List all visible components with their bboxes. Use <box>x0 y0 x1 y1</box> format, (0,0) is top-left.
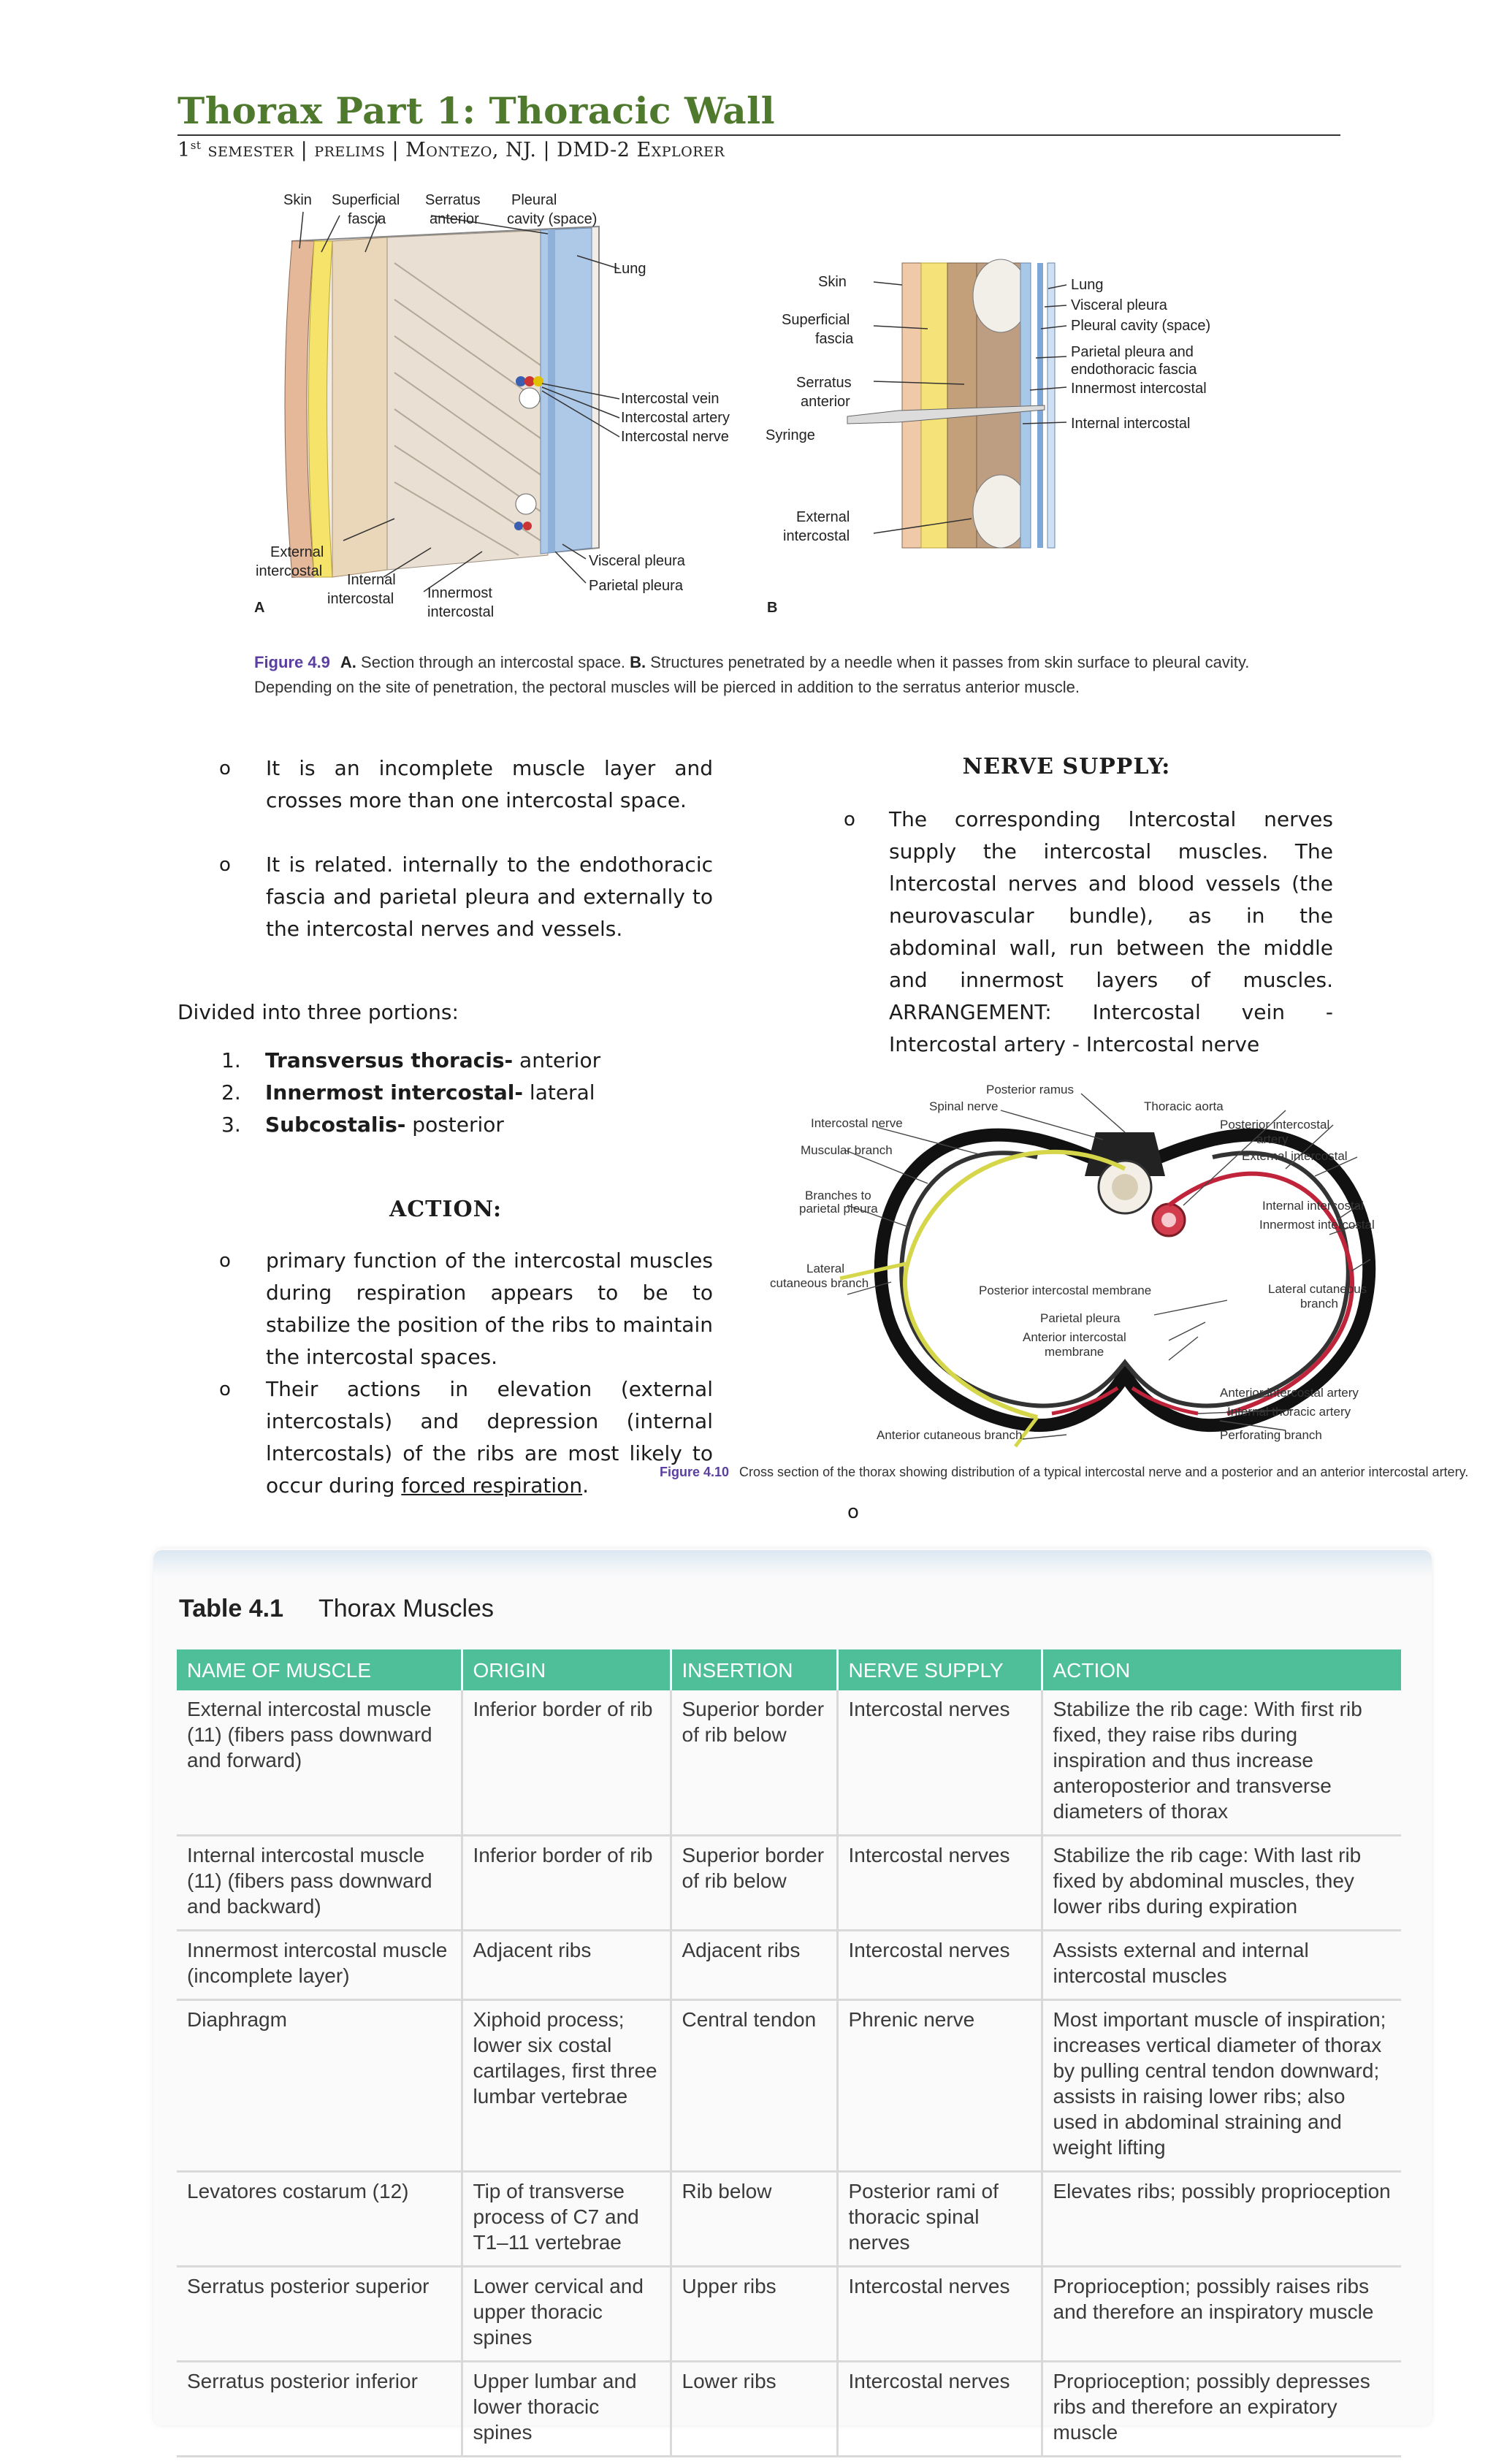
portion-name: Innermost intercostal- <box>265 1080 524 1105</box>
label-visceral-a: Visceral pleura <box>589 553 685 569</box>
label-panel-a: A <box>254 600 265 616</box>
label-internal-a: Internal <box>347 572 396 588</box>
label-skin-a: Skin <box>283 192 312 208</box>
figure-4-9-caption <box>254 650 1262 700</box>
title-rule <box>178 134 1340 136</box>
portion-item <box>221 1045 600 1077</box>
subtitle-sup: st <box>190 139 202 152</box>
portion-item <box>221 1109 600 1141</box>
label-parietal-pleura: Parietal pleura <box>1040 1311 1121 1325</box>
cell-muscle: Serratus posterior inferior <box>177 2362 462 2457</box>
table-title-text: Thorax Muscles <box>318 1595 494 1622</box>
header-origin: ORIGIN <box>462 1649 671 1690</box>
figure-4-10 <box>760 1081 1496 1461</box>
label-anterior-b: anterior <box>801 394 850 410</box>
label-superficial-a: Superficial <box>332 192 400 208</box>
bullet-marker: o <box>219 1378 231 1400</box>
nerve-supply-text: The corresponding lntercostal nerves supply the intercostal muscles. The lntercostal nerves and blood vessels (the neurovascular bundle), as in the abdominal wall, run between the middle and innermost layers of muscles. ARRANGEMENT: Intercostal vein - Intercostal artery - Intercostal nerve <box>889 807 1333 1056</box>
caption-a: A. <box>340 653 356 671</box>
table-header-row <box>177 1649 1401 1690</box>
bullet-text-incomplete-layer: It is an incomplete muscle layer and crosses more than one intercostal space. <box>266 756 713 812</box>
nerve-supply-heading: NERVE SUPPLY: <box>962 754 1171 779</box>
label-lateral2: cutaneous branch <box>770 1276 869 1290</box>
label-panel-b: B <box>767 600 778 616</box>
cell-action: Assists external and internal intercostal muscles <box>1042 1931 1401 2000</box>
table-row <box>177 2000 1401 2172</box>
cell-action: Stabilize the rib cage: With first rib fixed, they raise ribs during inspiration and thus increase anteroposterior and transverse diameters of thorax <box>1042 1690 1401 1836</box>
label-lung-b: Lung <box>1071 277 1104 293</box>
label-visceral-b: Visceral pleura <box>1071 297 1167 313</box>
bullet-text-primary-function: primary function of the intercostal muscles during respiration appears to be to stabilize the position of the ribs to maintain the intercostal spaces. <box>266 1248 713 1369</box>
label-post-membrane: Posterior intercostal membrane <box>979 1284 1152 1297</box>
page-title: Thorax Part 1: Thoracic Wall <box>178 89 776 132</box>
label-anterior-cut: Anterior cutaneous branch <box>877 1428 1023 1442</box>
caption-figure-num: Figure 4.9 <box>254 653 330 671</box>
figure-4-9-panel-a-illustration <box>285 212 619 592</box>
label-artery-a: Intercostal artery <box>621 410 730 426</box>
portion-rest: posterior <box>405 1113 504 1137</box>
portion-name: Transversus thoracis- <box>265 1048 514 1072</box>
cell-insertion: Upper ribs <box>671 2267 837 2362</box>
table-row <box>177 2267 1401 2362</box>
cell-nerve: Intercostal nerves <box>837 1690 1042 1836</box>
cell-muscle: External intercostal muscle (11) (fibers pass downward and forward) <box>177 1690 462 1836</box>
label-posterior-ramus: Posterior ramus <box>986 1083 1074 1096</box>
header-insertion: INSERTION <box>671 1649 837 1690</box>
label-external-a: External <box>270 544 324 560</box>
cell-origin: Adjacent ribs <box>462 1931 671 2000</box>
cell-muscle: Serratus posterior superior <box>177 2267 462 2362</box>
cell-action: Stabilize the rib cage: With last rib fixed by abdominal muscles, they lower ribs during expiration <box>1042 1836 1401 1931</box>
caption-4-10-num: Figure 4.10 <box>660 1465 730 1479</box>
caption-b: B. <box>630 653 646 671</box>
figure-4-9 <box>241 183 1278 636</box>
portion-num: 2. <box>221 1080 241 1105</box>
cell-action: Proprioception; possibly raises ribs and therefore an inspiratory muscle <box>1042 2267 1401 2362</box>
header-nerve-supply: NERVE SUPPLY <box>837 1649 1042 1690</box>
table-row <box>177 1690 1401 1836</box>
cell-muscle: Diaphragm <box>177 2000 462 2172</box>
portion-rest: anterior <box>513 1048 601 1072</box>
portion-item <box>221 1077 600 1109</box>
bullet-text-their-actions <box>266 1373 713 1502</box>
bullet-marker: o <box>219 758 231 779</box>
label-spinal-nerve: Spinal nerve <box>929 1099 999 1113</box>
label-parietal2-b: endothoracic fascia <box>1071 362 1197 378</box>
forced-respiration-link: forced respiration <box>401 1473 583 1498</box>
label-innermost-b: Innermost intercostal <box>1071 381 1207 397</box>
bullet-marker: o <box>219 854 231 876</box>
cell-insertion: Rib below <box>671 2172 837 2267</box>
label-skin-b: Skin <box>818 274 847 290</box>
cell-insertion: Adjacent ribs <box>671 1931 837 2000</box>
sentence-period: . <box>582 1473 589 1498</box>
label-nerve-a: Intercostal nerve <box>621 429 729 445</box>
cell-nerve: Intercostal nerves <box>837 1836 1042 1931</box>
label-ant-membrane1: Anterior intercostal <box>1023 1330 1126 1344</box>
table-row <box>177 2362 1401 2457</box>
header-action: ACTION <box>1042 1649 1401 1690</box>
subtitle-rest: semester | prelims | Montezo, NJ. | DMD-2 Explorer <box>201 139 725 161</box>
label-parietal-a: Parietal pleura <box>589 578 683 594</box>
their-actions-text: Their actions in elevation (external intercostals) and depression (internal lntercostals) of the ribs are most likely to occur during <box>266 1377 713 1498</box>
label-parietal1-b: Parietal pleura and <box>1071 344 1194 360</box>
table-row <box>177 1931 1401 2000</box>
label-perforating: Perforating branch <box>1220 1428 1322 1442</box>
table-title <box>179 1595 494 1623</box>
label-innermost-ic: Innermost intercostal <box>1259 1218 1375 1232</box>
bullet-marker: o <box>844 809 855 831</box>
cell-nerve: Intercostal nerves <box>837 1931 1042 2000</box>
label-ant-ic-artery: Anterior intercostal artery <box>1220 1386 1359 1400</box>
table-row <box>177 1836 1401 1931</box>
cell-muscle: Internal intercostal muscle (11) (fibers pass downward and backward) <box>177 1836 462 1931</box>
label-ext-intercostal-b: intercostal <box>783 528 850 544</box>
label-branches2: parietal pleura <box>799 1202 878 1216</box>
label-int-intercostal-a: intercostal <box>327 591 394 607</box>
label-branches1: Branches to <box>805 1189 871 1202</box>
cell-origin: Inferior border of rib <box>462 1690 671 1836</box>
label-posterior-ic-artery2: artery <box>1256 1132 1289 1146</box>
label-internal-ic: Internal intercostal <box>1262 1199 1364 1213</box>
thorax-muscles-table <box>177 1649 1401 2457</box>
cell-origin: Tip of transverse process of C7 and T1–11 vertebrae <box>462 2172 671 2267</box>
label-pleural-a: Pleural <box>511 192 557 208</box>
cell-insertion: Lower ribs <box>671 2362 837 2457</box>
label-lateral1: Lateral <box>806 1262 844 1275</box>
caption-text2: Structures penetrated by a needle when it passes from skin surface to pleural cavity. Depending on the site of penetration, the pectoral muscles will be pierced in addition to the serratus anterior muscle. <box>254 653 1250 696</box>
cell-nerve: Posterior rami of thoracic spinal nerves <box>837 2172 1042 2267</box>
label-fascia-a: fascia <box>348 211 386 227</box>
cell-nerve: Intercostal nerves <box>837 2267 1042 2362</box>
label-serratus-b: Serratus <box>796 375 852 391</box>
cell-nerve: Phrenic nerve <box>837 2000 1042 2172</box>
label-lat-cut-r1: Lateral cutaneous <box>1268 1282 1367 1296</box>
portion-rest: lateral <box>523 1080 595 1105</box>
label-vein-a: Intercostal vein <box>621 391 720 407</box>
portions-list <box>221 1045 600 1141</box>
label-innermost-a: Innermost <box>427 585 492 601</box>
cell-origin: Xiphoid process; lower six costal cartilages, first three lumbar vertebrae <box>462 2000 671 2172</box>
label-external-b: External <box>796 509 850 525</box>
cell-muscle: Innermost intercostal muscle (incomplete layer) <box>177 1931 462 2000</box>
cell-origin: Lower cervical and upper thoracic spines <box>462 2267 671 2362</box>
label-inn-intercostal-a: intercostal <box>427 604 495 620</box>
label-anterior-a: anterior <box>430 211 479 227</box>
figure-4-10-caption <box>660 1462 1492 1481</box>
cell-insertion: Central tendon <box>671 2000 837 2172</box>
portion-num: 3. <box>221 1113 241 1137</box>
table-row <box>177 2172 1401 2267</box>
label-external-ic: External intercostal <box>1242 1149 1348 1163</box>
label-fascia-b: fascia <box>815 331 854 347</box>
label-muscular-branch: Muscular branch <box>801 1143 893 1157</box>
label-internal-b: Internal intercostal <box>1071 416 1191 432</box>
label-pleural-cavity-b: Pleural cavity (space) <box>1071 318 1211 334</box>
label-ext-intercostal-a: intercostal <box>256 563 323 579</box>
header-name-of-muscle: NAME OF MUSCLE <box>177 1649 462 1690</box>
label-posterior-ic-artery1: Posterior intercostal <box>1220 1118 1330 1132</box>
table-card-band <box>153 1550 1432 1576</box>
bullet-marker: o <box>219 1250 231 1272</box>
cell-insertion: Superior border of rib below <box>671 1690 837 1836</box>
label-thoracic-aorta: Thoracic aorta <box>1144 1099 1224 1113</box>
caption-text1: Section through an intercostal space. <box>356 653 630 671</box>
portion-name: Subcostalis- <box>265 1113 406 1137</box>
cell-action: Elevates ribs; possibly proprioception <box>1042 2172 1401 2267</box>
label-lung-a: Lung <box>614 261 646 277</box>
label-ant-membrane2: membrane <box>1045 1345 1104 1359</box>
cell-nerve: Intercostal nerves <box>837 2362 1042 2457</box>
portion-num: 1. <box>221 1048 241 1072</box>
divided-heading: Divided into three portions: <box>178 1000 459 1024</box>
label-lat-cut-r2: branch <box>1300 1297 1338 1311</box>
label-intercostal-nerve: Intercostal nerve <box>811 1116 903 1130</box>
label-superficial-b: Superficial <box>782 312 850 328</box>
cell-action: Proprioception; possibly depresses ribs and therefore an expiratory muscle <box>1042 2362 1401 2457</box>
cell-action: Most important muscle of inspiration; increases vertical diameter of thorax by pulling central tendon downward; assists in raising lower ribs; also used in abdominal straining and weight lifting <box>1042 2000 1401 2172</box>
caption-4-10-text: Cross section of the thorax showing distribution of a typical intercostal nerve and a posterior and an anterior intercostal artery. <box>739 1465 1469 1479</box>
subtitle-prefix: 1 <box>178 139 191 161</box>
label-int-thoracic: Internal thoracic artery <box>1227 1405 1351 1419</box>
cell-insertion: Superior border of rib below <box>671 1836 837 1931</box>
table-number: Table 4.1 <box>179 1595 283 1622</box>
cell-muscle: Levatores costarum (12) <box>177 2172 462 2267</box>
label-cavity-a: cavity (space) <box>507 211 598 227</box>
figure-4-9-panel-b-illustration <box>847 259 1066 548</box>
label-serratus-a: Serratus <box>425 192 481 208</box>
label-syringe-b: Syringe <box>766 427 815 443</box>
cell-origin: Inferior border of rib <box>462 1836 671 1931</box>
cell-origin: Upper lumbar and lower thoracic spines <box>462 2362 671 2457</box>
stray-bullet-marker: o <box>847 1501 859 1523</box>
action-heading: ACTION: <box>389 1197 503 1222</box>
page-subtitle <box>178 139 725 161</box>
bullet-text-related: It is related. internally to the endothoracic fascia and parietal pleura and externally to the intercostal nerves and vessels. <box>266 853 713 941</box>
